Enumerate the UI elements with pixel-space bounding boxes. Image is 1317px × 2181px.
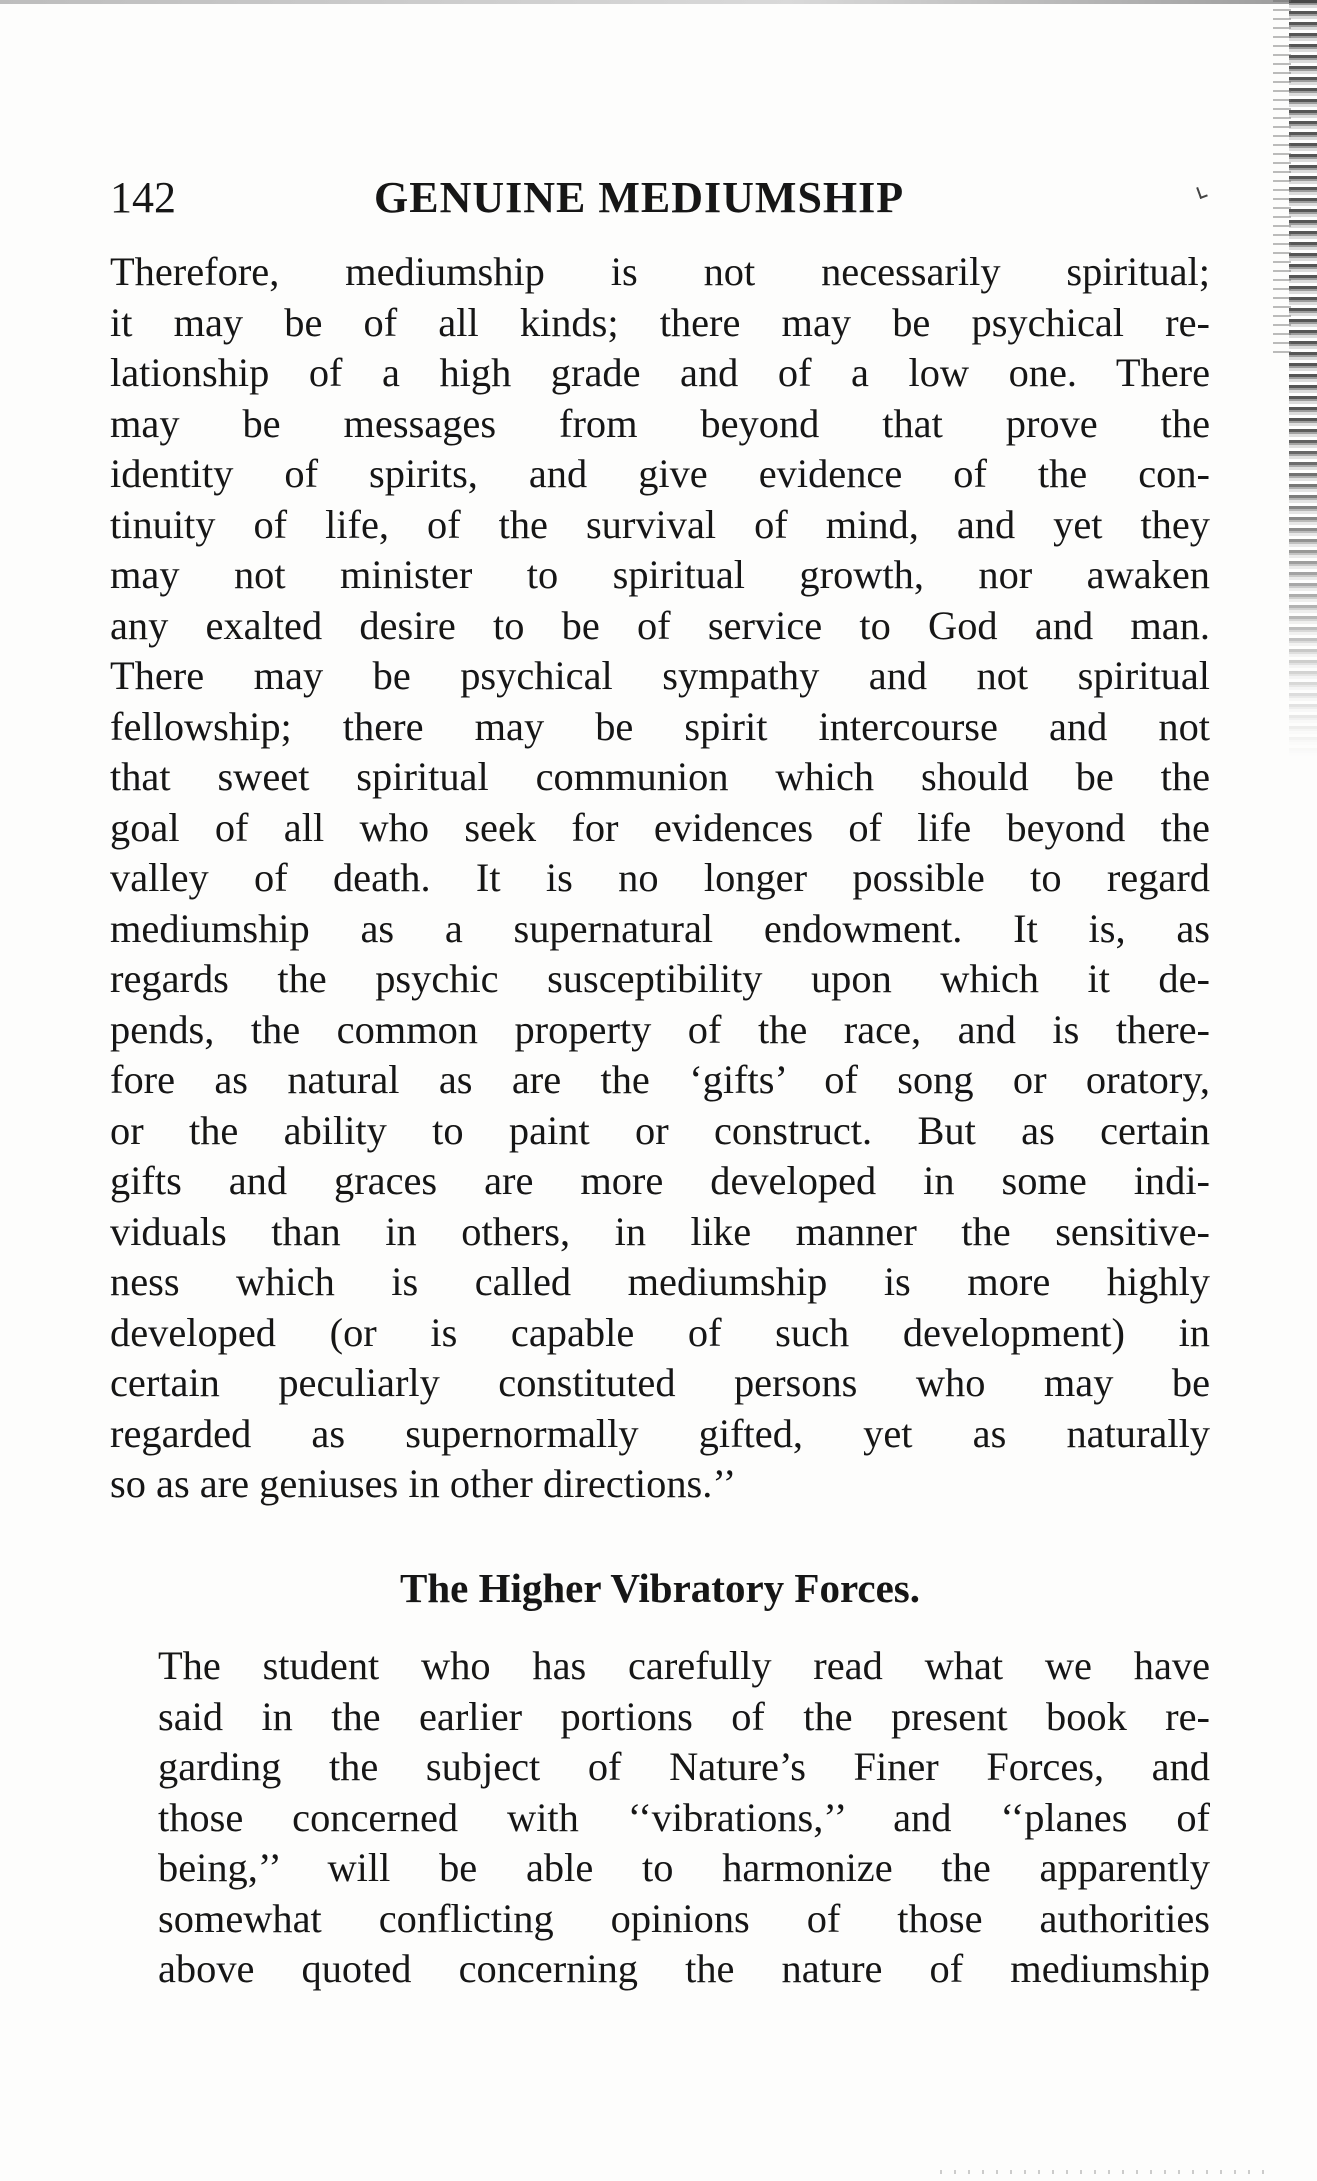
text-line: garding the subject of Nature’s Finer Forces, and xyxy=(158,1744,1210,1789)
text-line: it may be of all kinds; there may be psychical re- xyxy=(110,299,1210,345)
text-line: pends, the common property of the race, and is there- xyxy=(110,1006,1210,1052)
text-line: those concerned with ‘‘vibrations,’’ and ‘‘planes of xyxy=(158,1794,1210,1840)
running-header xyxy=(110,168,1210,228)
text-line: The student who has carefully read what we have xyxy=(158,1643,1210,1688)
text-line: somewhat conflicting opinions of those authorities xyxy=(158,1895,1210,1941)
paragraph-quote-conclusion xyxy=(110,247,1210,1510)
text-line: regarded as supernormally gifted, yet as naturally xyxy=(110,1410,1210,1456)
page-number: 142 xyxy=(110,173,176,222)
section-heading: The Higher Vibratory Forces. xyxy=(399,1565,921,1611)
scan-shadow-edge xyxy=(1289,0,1317,760)
text-line: any exalted desire to be of service to God and man. xyxy=(110,602,1210,648)
text-line: tinuity of life, of the survival of mind, and yet they xyxy=(110,501,1210,547)
text-line: valley of death. It is no longer possible to regard xyxy=(110,855,1210,900)
text-line: developed (or is capable of such development) in xyxy=(110,1309,1210,1355)
text-line: may not minister to spiritual growth, nor awaken xyxy=(110,552,1210,597)
text-line: fore as natural as are the ‘gifts’ of song or oratory, xyxy=(110,1057,1210,1102)
text-line: may be messages from beyond that prove the xyxy=(110,400,1210,446)
text-line: said in the earlier portions of the present book re- xyxy=(158,1693,1210,1739)
page-top-edge xyxy=(0,0,1317,4)
text-line: gifts and graces are more developed in some indi- xyxy=(110,1158,1210,1203)
text-line: goal of all who seek for evidences of life beyond the xyxy=(110,804,1210,850)
scan-shadow-fade xyxy=(1273,0,1291,360)
text-line: identity of spirits, and give evidence of the con- xyxy=(110,451,1210,496)
text-line: ness which is called mediumship is more highly xyxy=(110,1259,1210,1304)
text-line: above quoted concerning the nature of mediumship xyxy=(158,1946,1210,1991)
scan-footer-noise xyxy=(940,2170,1270,2174)
text-line: lationship of a high grade and of a low one. There xyxy=(110,350,1210,395)
running-title: GENUINE MEDIUMSHIP xyxy=(374,173,905,222)
text-line: mediumship as a supernatural endowment. It is, as xyxy=(110,905,1210,951)
text-line: regards the psychic susceptibility upon which it de- xyxy=(110,956,1210,1001)
text-line: so as are geniuses in other directions.’’ xyxy=(110,1461,737,1506)
paragraph-higher-vibratory-forces xyxy=(110,1641,1210,1995)
text-line: being,’’ will be able to harmonize the apparently xyxy=(158,1845,1210,1890)
text-line: that sweet spiritual communion which should be the xyxy=(110,754,1210,799)
text-line: There may be psychical sympathy and not spiritual xyxy=(110,653,1210,698)
text-line: or the ability to paint or construct. But as certain xyxy=(110,1107,1210,1153)
text-line: fellowship; there may be spirit intercourse and not xyxy=(110,703,1210,749)
text-line: certain peculiarly constituted persons who may be xyxy=(110,1360,1210,1405)
text-line: viduals than in others, in like manner the sensitive- xyxy=(110,1208,1210,1254)
text-line: Therefore, mediumship is not necessarily spiritual; xyxy=(110,249,1210,294)
